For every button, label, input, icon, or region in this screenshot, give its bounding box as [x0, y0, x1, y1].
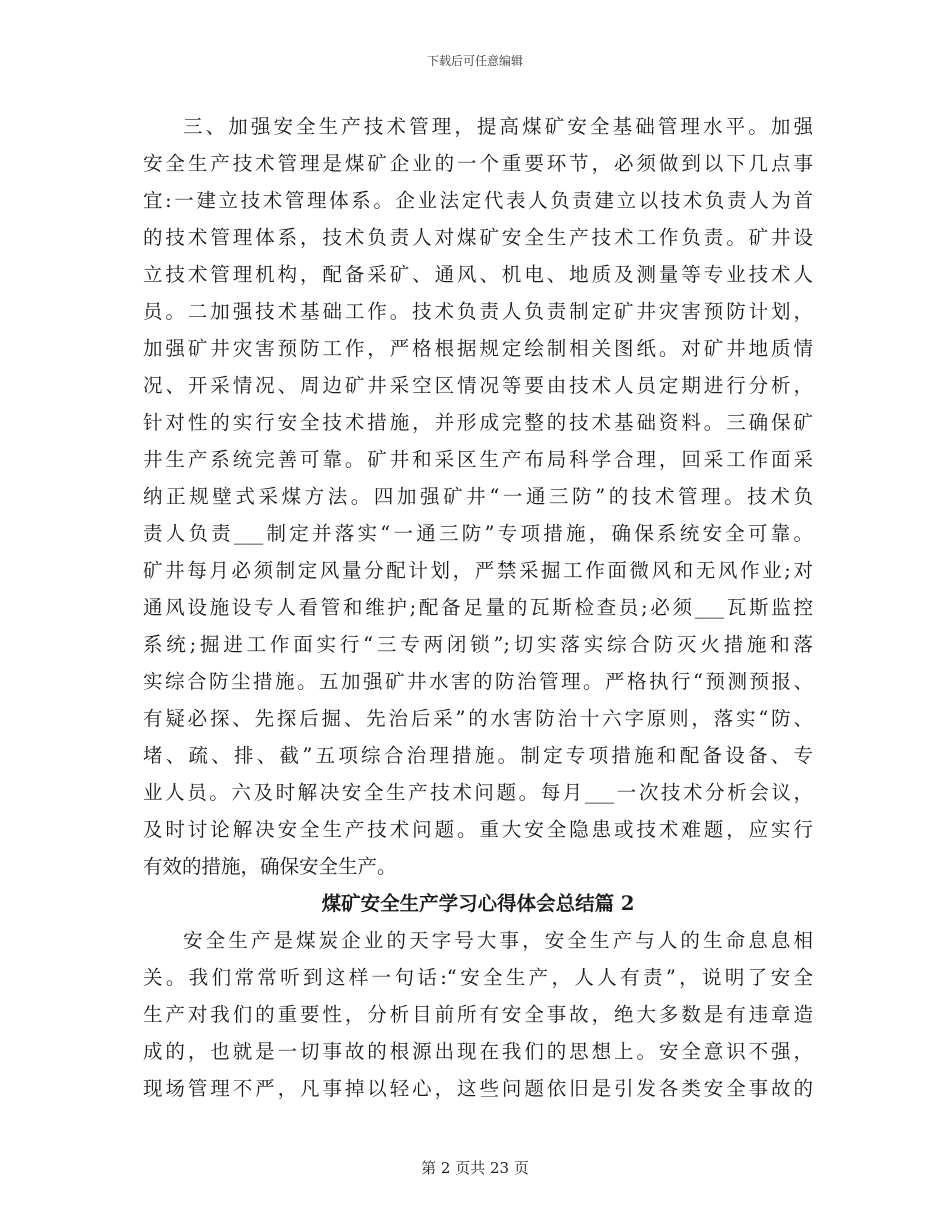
paragraph-line: 责人负责___制定并落实“一通三防”专项措施，确保系统安全可靠。	[143, 522, 813, 545]
paragraph-line: 安全生产技术管理是煤矿企业的一个重要环节，必须做到以下几点事	[143, 152, 813, 175]
paragraph-line: 有疑必探、先探后掘、先治后采”的水害防治十六字原则，落实“防、	[143, 707, 813, 730]
page-footer: 第 2 页共 23 页	[421, 1159, 529, 1177]
section-heading: 煤矿安全生产学习心得体会总结篇 2	[321, 892, 635, 915]
paragraph-line: 安全生产是煤炭企业的天字号大事，安全生产与人的生命息息相	[183, 929, 813, 952]
paragraph-line: 业人员。六及时解决安全生产技术问题。每月___一次技术分析会议，	[143, 781, 813, 804]
paragraph-line: 况、开采情况、周边矿井采空区情况等要由技术人员定期进行分析，	[143, 374, 813, 397]
paragraph-line: 加强矿井灾害预防工作，严格根据规定绘制相关图纸。对矿井地质情	[143, 337, 813, 360]
document-body	[143, 108, 813, 1107]
paragraph-line: 关。我们常常听到这样一句话:“安全生产，人人有责”，说明了安全	[143, 966, 813, 989]
paragraph-line: 现场管理不严，凡事掉以轻心，这些问题依旧是引发各类安全事故的	[143, 1077, 813, 1100]
paragraph-line: 立技术管理机构，配备采矿、通风、机电、地质及测量等专业技术人	[143, 263, 813, 286]
paragraph-line: 的技术管理体系，技术负责人对煤矿安全生产技术工作负责。矿井设	[143, 226, 813, 249]
paragraph-line: 成的，也就是一切事故的根源出现在我们的思想上。安全意识不强，	[143, 1040, 813, 1063]
paragraph-line: 实综合防尘措施。五加强矿井水害的防治管理。严格执行“预测预报、	[143, 670, 813, 693]
paragraph-line: 生产对我们的重要性，分析目前所有安全事故，绝大多数是有违章造	[143, 1003, 813, 1026]
paragraph-line: 矿井每月必须制定风量分配计划，严禁采掘工作面微风和无风作业;对	[143, 559, 813, 582]
paragraph-line: 纳正规壁式采煤方法。四加强矿井“一通三防”的技术管理。技术负	[143, 485, 813, 508]
paragraph-line: 三、加强安全生产技术管理，提高煤矿安全基础管理水平。加强	[183, 115, 813, 138]
paragraph-line: 针对性的实行安全技术措施，并形成完整的技术基础资料。三确保矿	[143, 411, 813, 434]
section-1	[143, 108, 813, 885]
paragraph-line: 通风设施设专人看管和维护;配备足量的瓦斯检查员;必须___瓦斯监控	[143, 596, 813, 619]
paragraph-line: 系统;掘进工作面实行“三专两闭锁”;切实落实综合防灭火措施和落	[143, 633, 813, 656]
paragraph-line: 及时讨论解决安全生产技术问题。重大安全隐患或技术难题，应实行	[143, 818, 813, 841]
header-note: 下载后可任意编辑	[426, 54, 523, 68]
paragraph-line: 堵、疏、排、截”五项综合治理措施。制定专项措施和配备设备、专	[143, 744, 813, 767]
paragraph-line: 宜:一建立技术管理体系。企业法定代表人负责建立以技术负责人为首	[143, 189, 813, 212]
section-2	[143, 922, 813, 1107]
paragraph-line: 员。二加强技术基础工作。技术负责人负责制定矿井灾害预防计划，	[143, 300, 813, 323]
paragraph-line: 井生产系统完善可靠。矿井和采区生产布局科学合理，回采工作面采	[143, 448, 813, 471]
paragraph-line: 有效的措施，确保安全生产。	[143, 855, 397, 878]
